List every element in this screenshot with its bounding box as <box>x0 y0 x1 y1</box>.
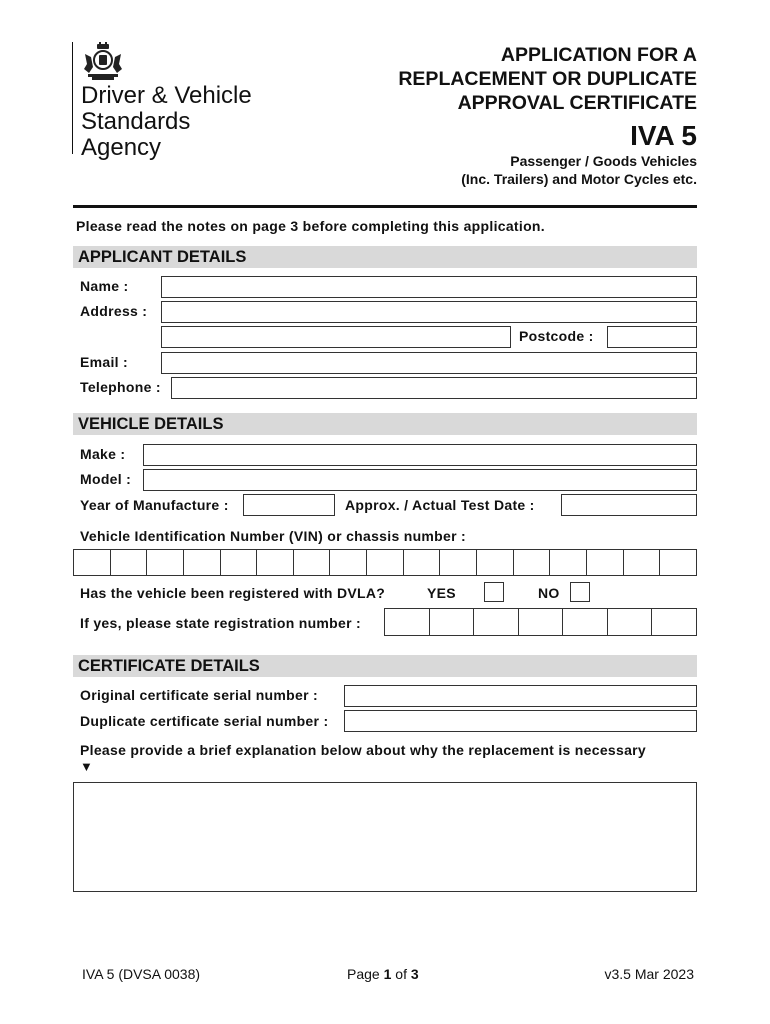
test-date-input[interactable] <box>561 494 697 516</box>
section-certificate-details: CERTIFICATE DETAILS <box>73 655 697 677</box>
name-label: Name : <box>80 278 129 294</box>
model-label: Model : <box>80 471 132 487</box>
vin-character-cell[interactable] <box>404 550 441 575</box>
vin-character-cell[interactable] <box>147 550 184 575</box>
registration-character-cell[interactable] <box>430 609 475 635</box>
form-subtitle-line-1: Passenger / Goods Vehicles <box>510 153 697 169</box>
section-vehicle-details: VEHICLE DETAILS <box>73 413 697 435</box>
year-of-manufacture-label: Year of Manufacture : <box>80 497 229 513</box>
registration-character-cell[interactable] <box>563 609 608 635</box>
postcode-input[interactable] <box>607 326 697 348</box>
registration-number-label: If yes, please state registration number : <box>80 615 362 631</box>
registration-character-cell[interactable] <box>474 609 519 635</box>
form-title-line-2: REPLACEMENT OR DUPLICATE <box>398 68 697 90</box>
down-arrow-icon: ▼ <box>80 759 94 774</box>
original-serial-input[interactable] <box>344 685 697 707</box>
vin-character-cell[interactable] <box>184 550 221 575</box>
yes-checkbox[interactable] <box>484 582 504 602</box>
logo-rule <box>72 42 73 154</box>
explanation-label: Please provide a brief explanation below about why the replacement is necessary <box>80 742 647 758</box>
address-input-line-1[interactable] <box>161 301 697 323</box>
vin-label: Vehicle Identification Number (VIN) or chassis number : <box>80 528 467 544</box>
header-divider <box>73 205 697 208</box>
name-input[interactable] <box>161 276 697 298</box>
vin-character-cell[interactable] <box>257 550 294 575</box>
vin-character-cell[interactable] <box>74 550 111 575</box>
registration-character-cell[interactable] <box>652 609 696 635</box>
intro-note: Please read the notes on page 3 before completing this application. <box>76 218 545 234</box>
no-checkbox[interactable] <box>570 582 590 602</box>
page-prefix: Page <box>347 966 384 982</box>
original-serial-label: Original certificate serial number : <box>80 687 318 703</box>
agency-logo <box>72 42 272 162</box>
vin-input-grid[interactable] <box>73 549 697 576</box>
vin-character-cell[interactable] <box>660 550 696 575</box>
vin-character-cell[interactable] <box>367 550 404 575</box>
form-title-line-3: APPROVAL CERTIFICATE <box>457 92 697 114</box>
year-of-manufacture-input[interactable] <box>243 494 335 516</box>
dvla-question: Has the vehicle been registered with DVLA? <box>80 585 386 601</box>
royal-crest-icon <box>80 42 126 82</box>
vin-character-cell[interactable] <box>587 550 624 575</box>
yes-label: YES <box>427 585 456 601</box>
vin-character-cell[interactable] <box>330 550 367 575</box>
explanation-textarea[interactable] <box>73 782 697 892</box>
telephone-input[interactable] <box>171 377 697 399</box>
footer-form-ref: IVA 5 (DVSA 0038) <box>82 966 201 982</box>
email-input[interactable] <box>161 352 697 374</box>
registration-character-cell[interactable] <box>385 609 430 635</box>
make-label: Make : <box>80 446 126 462</box>
vin-character-cell[interactable] <box>514 550 551 575</box>
footer-version: v3.5 Mar 2023 <box>604 966 694 982</box>
postcode-label: Postcode : <box>519 328 594 344</box>
telephone-label: Telephone : <box>80 379 161 395</box>
footer-page-indicator <box>347 966 419 982</box>
no-label: NO <box>538 585 560 601</box>
vin-character-cell[interactable] <box>294 550 331 575</box>
vin-character-cell[interactable] <box>440 550 477 575</box>
page-mid: of <box>391 966 411 982</box>
address-label: Address : <box>80 303 148 319</box>
agency-name-line-3: Agency <box>81 134 162 161</box>
duplicate-serial-input[interactable] <box>344 710 697 732</box>
page-current: 1 <box>383 966 392 982</box>
model-input[interactable] <box>143 469 697 491</box>
vin-character-cell[interactable] <box>111 550 148 575</box>
vin-character-cell[interactable] <box>624 550 661 575</box>
make-input[interactable] <box>143 444 697 466</box>
page-total: 3 <box>410 966 419 982</box>
agency-name-line-2: Standards <box>81 108 191 135</box>
email-label: Email : <box>80 354 129 370</box>
vin-character-cell[interactable] <box>477 550 514 575</box>
duplicate-serial-label: Duplicate certificate serial number : <box>80 713 329 729</box>
registration-character-cell[interactable] <box>608 609 653 635</box>
form-title-line-1: APPLICATION FOR A <box>500 44 697 66</box>
registration-character-cell[interactable] <box>519 609 564 635</box>
test-date-label: Approx. / Actual Test Date : <box>345 497 535 513</box>
vin-character-cell[interactable] <box>221 550 258 575</box>
registration-number-grid[interactable] <box>384 608 697 636</box>
agency-name-line-1: Driver & Vehicle <box>81 82 252 109</box>
form-subtitle-line-2: (Inc. Trailers) and Motor Cycles etc. <box>461 171 697 187</box>
section-applicant-details: APPLICANT DETAILS <box>73 246 697 268</box>
address-input-line-2[interactable] <box>161 326 511 348</box>
vin-character-cell[interactable] <box>550 550 587 575</box>
form-code: IVA 5 <box>630 120 697 151</box>
